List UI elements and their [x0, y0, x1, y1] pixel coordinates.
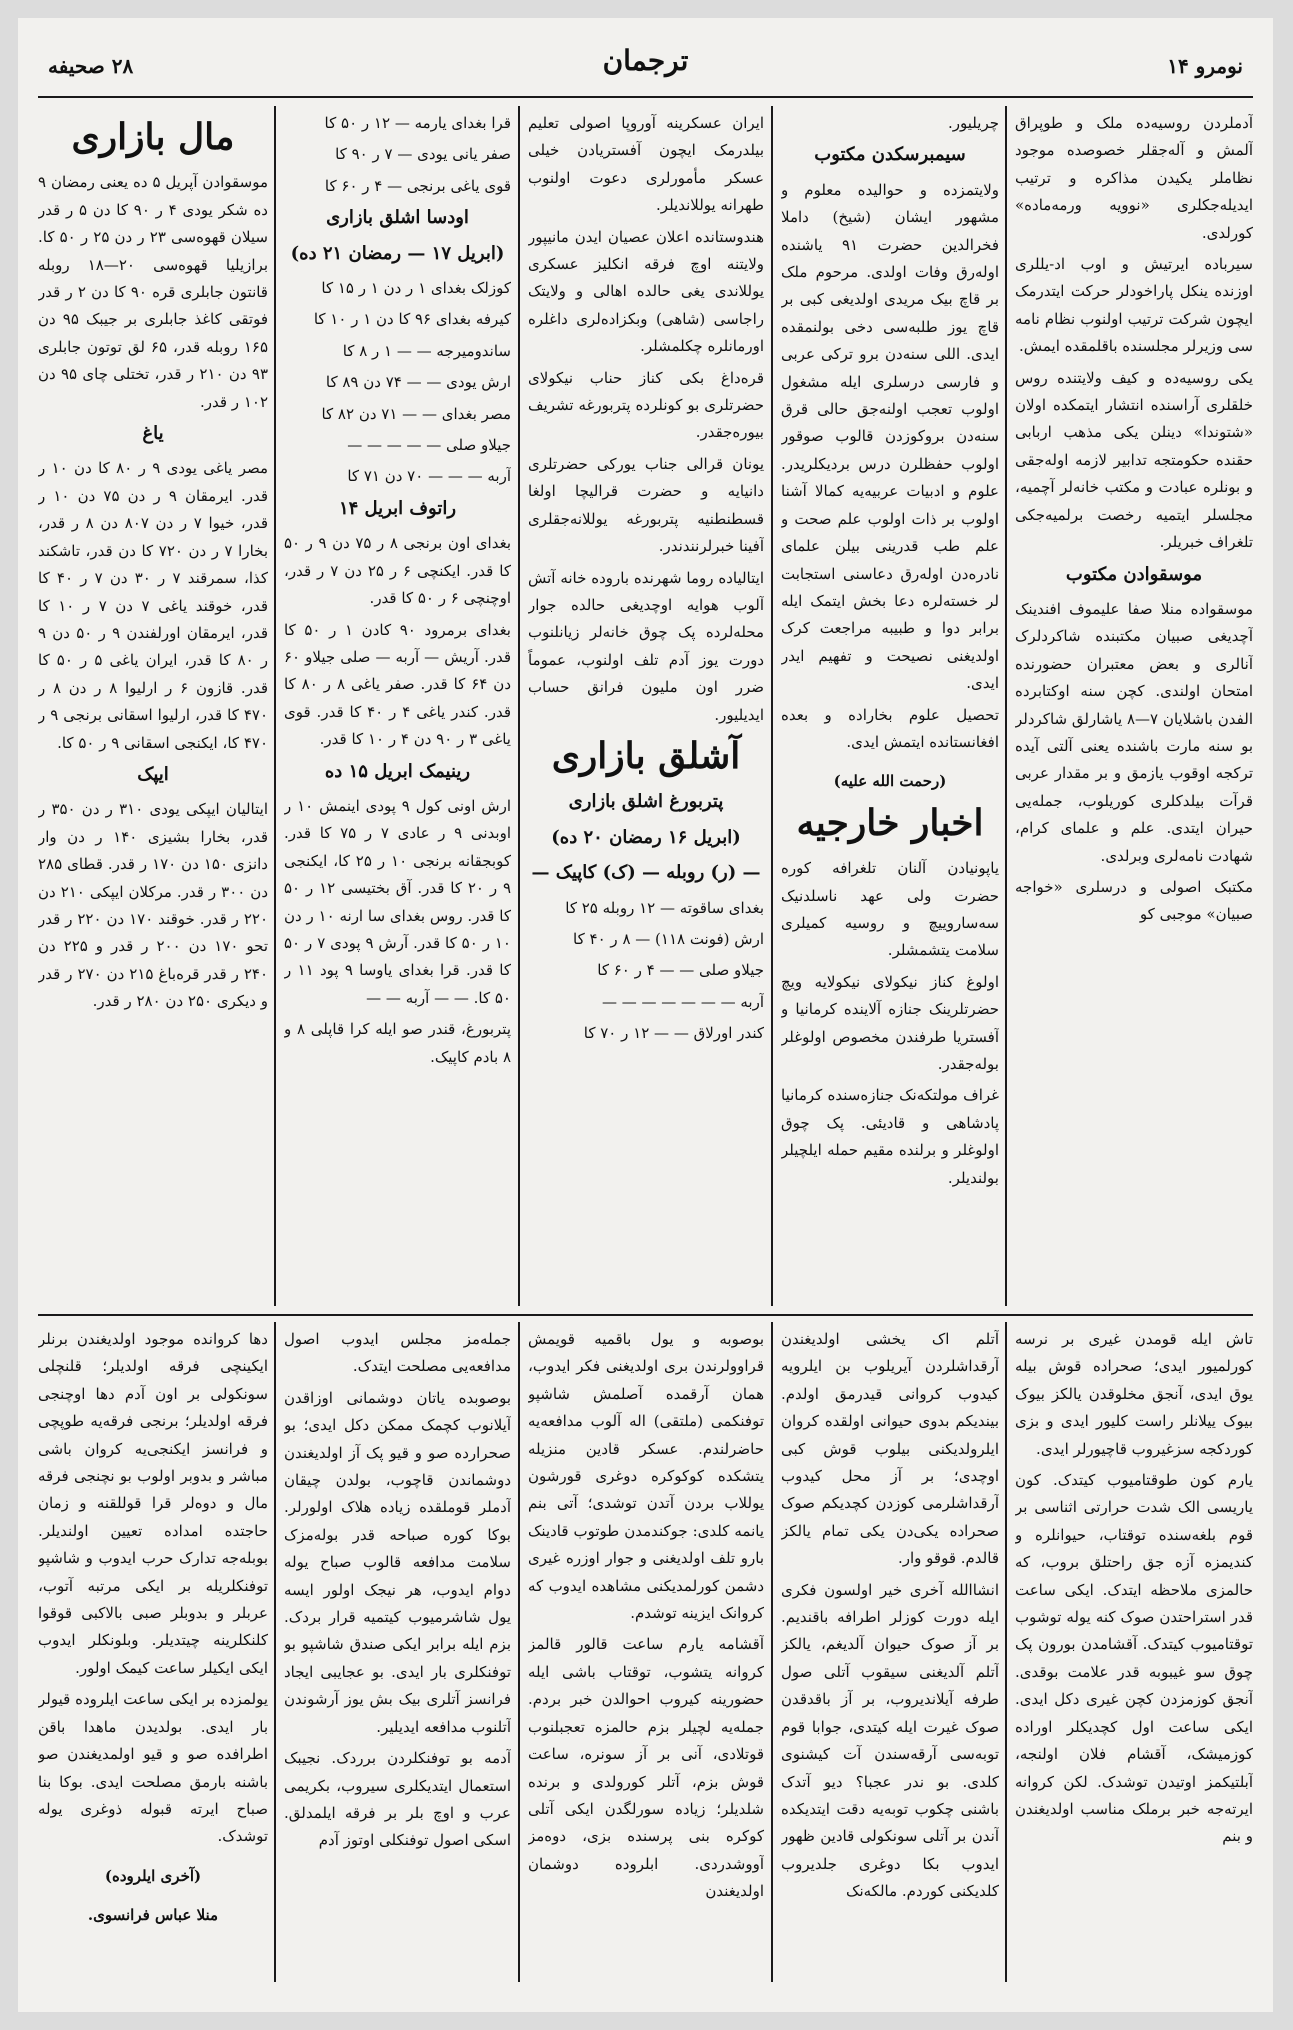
- price-line: کیرفه بغدای ۹۶ کا دن ۱ ر ۱۰ کا: [313, 310, 511, 329]
- column-divider: [274, 1322, 276, 1982]
- section-heading: موسقوادن مکتوب: [1065, 563, 1203, 585]
- article: چریلیور.: [948, 114, 999, 132]
- section-title-grain-market: آشلق بازاری: [551, 734, 741, 777]
- article: آدملردن روسیه‌ده ملک و طوپراق آلمش و آله‌جقلر خصوصده موجود نظاملر یکیدن مذاکره و ترتیب ایدیله‌جکلری «نوویه ورمه‌ماده» کورلدی.: [1015, 114, 1253, 242]
- price-line: جیلاو صلی — — ۴ ر ۶۰ کا: [597, 961, 764, 980]
- price-line: جیلاو صلی — — — — —: [347, 436, 511, 455]
- section-title-foreign-news: اخبار خارجیه: [796, 801, 984, 844]
- section-title-goods-market: مال بازاری: [71, 116, 235, 158]
- article: مکتبک اصولی و درسلری «خواجه صبیان» موجبی کو: [1015, 877, 1253, 924]
- price-line: بغدای برمرود ۹۰ کادن ۱ ر ۵۰ کا قدر. آریش — آربه — صلی جیلاو ۶۰ دن ۶۴ کا قدر. صفر یاغی ۸ ر ۸۰ کا قدر. کندر یاغی ۴ ر ۴۰ کا قدر. قوی یاغی ۳ ر ۹۰ دن ۴ ر ۱۰ کا قدر.: [284, 620, 511, 749]
- section-heading: یاغ: [142, 423, 164, 445]
- column-divider: [771, 1322, 773, 1982]
- column-divider: [771, 106, 773, 1306]
- column-divider: [518, 106, 520, 1306]
- price-line: ارش اونی کول ۹ پودی اینمش ۱۰ ر اوبدنی ۹ ر عادی ۷ ر ۷۵ کا قدر. کوبجقانه برنجی ۱۰ ر ۲۵ کا، ایکنجی ۹ ر ۲۰ کا قدر. آق بختیسی ۱۲ ر ۵۰ کا قدر. روس بغدای سا ارنه ۱۰ ر دن ۱۰ ر ۵۰ کا قدر. آرش ۹ پودی ۷ ر ۵۰ کا قدر. قرا بغدای یاوسا ۹ پود ۱۱ ر ۵۰ کا. — — آربه — —: [284, 796, 511, 1007]
- price-line: قوی یاغی برنجی — ۴ ر ۶۰ کا: [324, 176, 511, 195]
- column-divider: [518, 1322, 520, 1982]
- article: ولایتمزده و حوالیده معلوم و مشهور ایشان (شیخ) داملا فخرالدین حضرت ۹۱ یاشنده اوله‌رق وفات اولدی. مرحوم ملک بر قاچ بیک مریدی اولدیغی کبی بر قاچ یوز طلبه‌سی دخی بولنمقده ایدی. اللی سنه‌دن برو ترکی عربی و فارسی درسلری ایله مشغول اولوب تعجب اولنه‌جق حالی قرق سنه‌دن بروکوزدن قالوب صوقور اولوب حفظلرن درس بردیکلریدر. علوم و ادبیات عربیه‌یه کمالا آشنا اولوب بر ذات اولوب علم صحت و علم طب قدرینی بیلن علمای نادره‌دن اوله‌رق دعاسنی استجابت لر خسته‌لره دعا بخش ایتمک ایله برابر دوا و طبیبه مراجعت کرک اولدیغنی نصیحت و تفهیم ایدر ایدی.: [781, 180, 999, 693]
- author-signature: منلا عباس فرانسوی.: [87, 1906, 219, 1925]
- column-divider: [1005, 106, 1007, 1306]
- article: آقشامه یارم ساعت قالور قالمز کروانه یتشوب، توقتاب باشی ایله حضورینه کیروب احوالدن خبر بردم. جمله‌یه لچیلر بزم حالمزه تعجبلنوب قوتلادی، آنی بر آز سونره، ساعت قوش بزم، آتلر کورولدی و برنده شلدیلر؛ زیاده سورلگدن ایکی آتلی کوکره بنی پرسنده بزی، دوه‌مز آووشدردی. ابلروده دوشمان اولدیغندن: [528, 1635, 764, 1901]
- article: یکی روسیه‌ده و کیف ولایتنده روس خلقلری آراسنده انتشار ایتمکده اولان «شتوندا» دینلن یکی مذهب اربابی حقنده حکومتجه تدابیر لازمه اوله‌جقی و بونلره عبادت و مکتب خانه‌لر آچمیه، مجلسلر ایتمیه رخصت برلمیه‌جکی تلغراف خبریلر.: [1015, 368, 1253, 552]
- paper-title: ترجمان: [602, 44, 689, 77]
- article: بوصوبه و یول باقمیه قویمش قراوولرندن بری اولدیغنی فکر ایدوب، همان آرقمده آصلمش شاشپو توفنکمی (ملتقی) اله آلوب مدافعه‌یه حاضرلندم. عسکر قادین منزیله یتشکده کوکوکره دوغری قورشون یوللاب بردن آتدن توشدی؛ آتی بنم یانمه کلدی: جوکندمدن طوتوب قادینک بارو تلف اولدیغنی و جوار اوزره غیری دشمن کورلمدیکنی مشاهده ایدوب که کروانک ایزینه توشدم.: [528, 1330, 764, 1623]
- page-number: ۲۸ صحیفه: [48, 54, 134, 78]
- column-grain-prices: [284, 110, 511, 1300]
- price-line: کوزلک بغدای ۱ ر دن ۱ ر ۱۵ کا: [321, 279, 511, 298]
- section-date: (ابریل ۱۷ — رمضان ۲۱ ده): [290, 242, 505, 264]
- price-line: آربه — — — — — — —: [601, 992, 764, 1011]
- article: انشاالله آخری خیر اولسون فکری ایله دورت کوزلر اطرافه باقندیم. بر آز صوک حیوان آلدیغم، یالکز آتلم آلدیغنی سیقوب آتلی صول طرفه آیلاندیروب، بر آز باقدقدن صوک غیرت ایله کیتدی، جوابا قوم توبه‌سی آرقه‌سندن آت کیشنوی کلدی. بو ندر عجبا؟ دیو آتدک باشنی چکوب توبه‌یه دقت ایتدیکده آندن بر آتلی سونکولی قادین ظهور ایدوب بکا دوغری جلدیروب کلدیکنی کوردم. مالکه‌نک: [781, 1580, 999, 1901]
- section-subheading: پتربورغ اشلق بازاری: [568, 791, 724, 813]
- feuilleton-column: [38, 1326, 268, 1986]
- section-date: (ابریل ۱۶ رمضان ۲۰ ده): [551, 826, 741, 848]
- article-sign: (رحمت الله علیه): [833, 772, 947, 791]
- article: تحصیل علوم بخاراده و بعده افغانستانده ایتمش ایدی.: [781, 705, 999, 751]
- price-line: بغدای ساقوته — ۱۲ روبله ۲۵ کا: [565, 898, 764, 917]
- feuilleton-column: [781, 1326, 999, 1986]
- article: هندوستانده اعلان عصیان ایدن مانیپور ولایتنه اوچ فرقه انکلیز عسکری یوللاندی یغی حالده اهالی و ولایتک راجاسی (شاهی) وبکزاده‌لری داغلره اورمانلره چکلمشلر.: [528, 227, 764, 356]
- feuilleton-column: [1015, 1326, 1253, 1986]
- price-line: صفر یانی یودی — ۷ ر ۹۰ کا: [335, 145, 511, 164]
- article: سیرباده ایرتیش و اوب اد-یللری اوزنده ینکل پاراخودلر حرکت ایتدرمک ایچون شرکت ترتیب اولنوب نظام نامه سی وزیرلر مجلسنده باقلمقده ایمش.: [1015, 255, 1253, 356]
- price-line: بغدای اون برنجی ۸ ر ۷۵ دن ۹ ر ۵۰ کا قدر. ایکنچی ۶ ر ۲۵ دن ۷ ر قدر، اوچنچی ۶ ر ۵۰ کا قدر.: [284, 534, 511, 608]
- column-letters-foreign: [781, 110, 999, 1300]
- section-rule: [38, 1314, 1253, 1316]
- article: جمله‌مز مجلس ایدوب اصول مدافعه‌یی مصلحت ایتدک.: [284, 1330, 511, 1376]
- section-heading: ایپک: [137, 763, 169, 785]
- section-heading: اودسا اشلق بازاری: [326, 207, 469, 229]
- price-line: کندر اورلاق — — ۱۲ ر ۷۰ کا: [583, 1024, 764, 1043]
- unit-legend: — (ر) روبله — (ک) کاپیک —: [531, 862, 761, 884]
- article: قره‌داغ بکی کناز حناب نیکولای حضرتلری بو کونلرده پتربورغه تشریف بیوره‌جقدر.: [528, 368, 764, 442]
- price-line: ارش (فونت ۱۱۸) — ۸ ر ۴۰ کا: [573, 929, 764, 948]
- feuilleton-column: [528, 1326, 764, 1986]
- masthead: [38, 26, 1253, 94]
- column-news-russia: [1015, 110, 1253, 1300]
- price-line: موسقوادن آپریل ۵ ده یعنی رمضان ۹ ده شکر یودی ۴ ر ۹۰ کا دن ۵ ر قدر سیلان قهوه‌سی ۲۳ ر دن ۲۵ ر ۵۰ کا. برازیلیا قهوه‌سی ۲۰—۱۸ روبله قانتون جابلری قره ۹۰ کا دن ۲ ر قدر فوتقی کاغذ جابلری بر جیبک ۹۵ دن ۱۶۵ روبله قدر، ۶۵ لق توتون جابلری ۹۳ دن ۲۱۰ ر قدر، تختلی چای ۹۵ دن ۱۰۲ ر قدر.: [38, 173, 268, 411]
- column-divider: [1005, 1322, 1007, 1982]
- to-be-continued: (آخری ایلروده): [104, 1866, 202, 1885]
- price-line: ساندومیرجه — — ۱ ر ۸ کا: [342, 341, 511, 360]
- price-line: قرا بغدای یارمه — ۱۲ ر ۵۰ کا: [324, 114, 511, 132]
- article: موسقواده منلا صفا علیموف افندینک آچدیغی صبیان مکتبنده شاکردلرک آنالری و بعض معتبران حضورنده امتحان اولندی. کچن سنه اوکتابرده الفدن باشلایان ۷—۸ یاشارلق شاکردلر بو سنه مارت باشنده یعنی آلتی آیده ترکجه اوقوب یازمق و بر مقدار عربی قرآت بیلدکلری کوریلوب، جمله‌یی حیران ایتدی. علم و علمای کرام، شهادت نامه‌لری وبرلدی.: [1015, 599, 1253, 865]
- price-line: ارش یودی — — ۷۴ دن ۸۹ کا: [325, 373, 511, 392]
- article: بوصوبده یاتان دوشمانی اوزاقدن آیلانوب کچمک ممکن دکل ایدی؛ بو صحرا‌رده صو و قیو پک آز اولدیغندن دوشماندن قاچوب، بولدن چیقان آدملر قوملقده زیاده هلاک اولورلر. بوکا کوره صباحه قدر بوله‌مزک سلامت مدافعه قالوب صباح یوله دوام ایدوب، هر نیجک اولور ایسه یول شاشرمیوب کیتمیه قرار بردک. بزم ایله برابر ایکی صندق شاشپو بو توفنکلری بار ایدی. بو عجایبی ایجاد فرانسز آتلری بیک بش یوز آرشوندن آتلنوب مدافعه ایدیلیر.: [284, 1388, 511, 1736]
- article: ایتالیاده روما شهرنده باروده خانه آتش آلوب هوایه اوچدیغی حالده جوار محله‌لرده پک چوق خانه‌لر زیانلنوب دورت یوز آدم تلف اولنوب، عموماً ضرر اون ملیون فرانق حساب ایدیلیور.: [528, 568, 764, 724]
- article: یونان قرالی جناب یورکی حضرتلری دانیایه و حضرت قرالیچا اولغا قسطنطنیه پتربورغه یوللانه‌جقلری آفینا خبرلرنندندر.: [528, 454, 764, 556]
- article: تاش ایله قومدن غیری بر نرسه کورلمیور ایدی؛ صحراده قوش بیله یوق ایدی، آنجق مخلوقدن یالکز بیوک بیوک ییلانلر راست کلیور ایدی و بزی کوردکجه سزغیروب قاچیورلر ایدی.: [1015, 1330, 1253, 1458]
- column-goods-market: [38, 110, 268, 1300]
- price-line: ایتالیان ایپکی یودی ۳۱۰ ر دن ۳۵۰ ر قدر، بخارا بشیزی ۱۴۰ ر دن وار دانزی ۱۵۰ دن ۱۷۰ ر قدر. قطای ۲۸۵ دن ۳۰۰ ر قدر. مرکلان ایپکی ۲۱۰ دن ۲۲۰ ر قدر. خوقند ۱۷۰ دن ۲۲۰ ر قدر تحو ۱۷۰ دن ۲۰۰ ر قدر و ۲۲۵ دن ۲۴۰ ر قدر قره‌باغ ۲۱۵ دن ۲۷۰ ر قدر و دیکری ۲۵۰ دن ۲۸۰ ر قدر.: [38, 800, 268, 1011]
- section-heading: سیمبرسکدن مکتوب: [814, 144, 966, 166]
- section-heading: رینیمک ابریل ۱۵ ده: [324, 760, 471, 782]
- price-line: مصر یاغی یودی ۹ ر ۸۰ کا دن ۱۰ ر قدر. ایرمقان ۹ ر دن ۷۵ دن ۱۰ ر قدر، خیوا ۷ ر دن ۸۰۷ دن ۸ ر قدر، بخارا ۷ ر دن ۷۲۰ کا دن قدر، تاشکند کذا، سمرقند ۷ ر ۳۰ دن ۷ ر ۴۰ کا قدر، خوقند یاغی ۷ دن ۷ ر ۱۰ کا قدر، ایرمقان اورلفندن ۹ ر ۵۰ دن ۹ ر ۸۰ کا قدر، ایران یاغی ۵ ر ۵۰ کا قدر. قازون ۶ ر ارلیوا ۸ ر دن ۸ ر ۴۷۰ کا قدر، ارلیوا اسقانی برنجی ۹ ر ۴۷۰ کا، ایکنجی اسقانی ۹ ر ۵۰ کا.: [38, 459, 268, 752]
- column-foreign-grain: [528, 110, 764, 1300]
- feuilleton-column: [284, 1326, 511, 1986]
- article: آتلم اک یخشی اولدیغندن آرقداشلردن آیریلوب بن ایلرویه کیدوب کروانی قیدرمق اولدم. بیندیکم بدوی حیوانی اولقده کروان ایلرولدیکنی بیلوب قوش کبی اوچدی؛ بر آز محل کیدوب آرقداشلرمی کوزدن کچدیکم صوک صحراده یکی‌دن یکی تمام یالکز قالدم. قوقو وار.: [781, 1330, 999, 1568]
- article: یاپونیادن آلنان تلغرافه کوره حضرت ولی عهد ناسلدنیک سه‌ساروییچ و روسیه کمیلری سلامت یتشمشلر.: [781, 859, 999, 960]
- price-line: آربه — — — ۷۰ دن ۷۱ کا: [347, 467, 511, 486]
- article: غراف مولتکه‌نک جنازه‌سنده کرمانیا پادشاهی و قادیئی. پک چوق اولوغلر و برلنده مقیم حمله ایلچیلر بولندیلر.: [781, 1086, 999, 1187]
- article: دها کروانده موجود اولدیغندن برنلر ایکینچی فرقه اولدیلر؛ قلنچلی سونکولی بر اون آدم دها اوچنجی فرقه اولدیلر؛ برنجی فرقه‌یه طوپچی و فرانسز ایکنجی‌یه کروان باشی مباشر و بدوبر اولوب بو نچنجی فرقه مال و دوه‌لر قرا قوللقنه و زمان حاجتده امداده تعیین اولندیلر. بوبله‌جه تدارک حرب ایدوب و شاشپو توفنکلریله بر ایکی مرتبه آتوب، عربلر و بدوبلر صبی بالاکبی قوقوا کلنکلرینه چیتدیلر. وبلونکلر ایدوب ایکی ایکیلر ساعت کیمک اولور.: [38, 1330, 268, 1677]
- masthead-rule: [38, 96, 1253, 98]
- article: اولوغ کناز نیکولای نیکولایه ویچ حضرتلرینک جنازه آلاینده کرمانیا و آفستریا طرفندن مخصوص اولوغلر بوله‌جقدر.: [781, 972, 999, 1073]
- column-divider: [274, 106, 276, 1306]
- price-line: مصر بغدای — — ۷۱ دن ۸۲ کا: [321, 404, 511, 423]
- issue-number: نومرو ۱۴: [1167, 54, 1243, 78]
- price-line: پتربورغ، قندر صو ایله کرا قاپلی ۸ و ۸ بادم کاپیک.: [284, 1020, 511, 1066]
- article: آدمه بو توفنکلردن برردک. نجیبک استعمال ایتدیکلری سیروب، بکریمی عرب و اوچ بلر بر فرقه ایلمدلق. اسکی اصول توفنکلی اوتوز آدم: [284, 1749, 511, 1850]
- article: یولمزده بر ایکی ساعت ایلروده قیولر بار ایدی. بولدیدن ماهدا باقن اطرافده صو و قیو اولمدیغندن صو باشنه بارمق مصلحت ایدی. بوکا بنا صباح ایرته قبوله ذوغری یوله توشدک.: [38, 1690, 268, 1846]
- article: ایران عسکرینه آوروپا اصولی تعلیم بیلدرمک ایچون آفستریادن خیلی عسکر مأمورلری دعوت اولنوب طهرانه یوللاندیلر.: [528, 114, 764, 215]
- section-heading: راتوف ابریل ۱۴: [338, 497, 457, 519]
- newspaper-page: [18, 18, 1273, 2012]
- article: یارم کون طوقتامیوب کیتدک. کون یاریسی الک شدت حرارتی اثناسی بر قوم بلغه‌سنده توقتاب، حیوانلره و کندیمزه آزه جق راحتلق بروب، که حالمزی ملاحظه ایتدک. ایکی ساعت قدر استراحتدن صوک کنه یوله توشوب توقتامیوب کیتدک. آقشامدن بورون پک چوق سو غیبوبه قدر علامت بوقدی. آنجق کوزمزدن کچن غیری دکل ایدی. ایکی ساعت اول کچدیکلر اوراده کوزمیشک، آقشام فلان اولنجه، آبلتیکمز اوتیدن توشدک. لکن کروانه ایرته‌جه خبر برملک مناسب اولدیغندن و بنم: [1015, 1471, 1253, 1846]
